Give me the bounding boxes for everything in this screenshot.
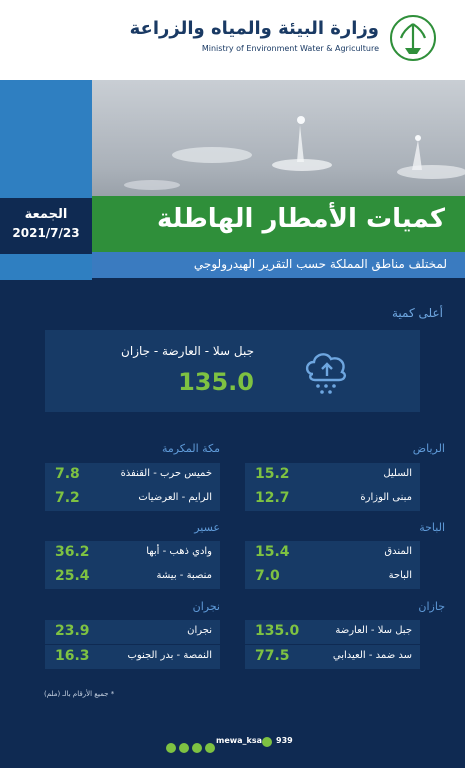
list-item <box>245 620 420 644</box>
list-item <box>245 487 420 511</box>
rain-value: 25.4 <box>55 568 90 584</box>
region-title-baha: الباحة <box>419 521 445 534</box>
top-amount-card <box>45 330 420 412</box>
units-footnote: * جميع الأرقام بالـ (ملم) <box>44 690 115 698</box>
hotline-number[interactable]: 939 <box>276 736 293 745</box>
station-name: المندق <box>384 546 412 557</box>
social-icons <box>166 737 218 756</box>
youtube-icon[interactable] <box>192 743 202 753</box>
station-name: سد ضمد - العيدابي <box>332 650 412 661</box>
ministry-name-arabic: وزارة البيئة والمياه والزراعة <box>129 18 379 39</box>
rain-value: 23.9 <box>55 623 90 639</box>
station-name: وادي ذهب - أبها <box>146 546 212 557</box>
list-item <box>45 620 220 644</box>
rain-value: 135.0 <box>255 623 300 639</box>
region-title-asir: عسير <box>194 521 220 534</box>
rain-value: 7.0 <box>255 568 280 584</box>
linkedin-icon[interactable] <box>179 743 189 753</box>
station-name: مبنى الوزارة <box>360 492 412 503</box>
station-name: النمصة - بدر الجنوب <box>127 650 212 661</box>
title-banner <box>92 196 465 252</box>
rain-value: 15.4 <box>255 544 290 560</box>
region-title-riyadh: الرياض <box>412 442 445 455</box>
main-panel <box>0 280 465 768</box>
region-title-najran: نجران <box>192 600 220 613</box>
date-label: 2021/7/23 <box>12 226 80 240</box>
rain-value: 12.7 <box>255 490 290 506</box>
list-item <box>245 565 420 589</box>
twitter-icon[interactable] <box>205 743 215 753</box>
list-item <box>245 645 420 669</box>
page-subtitle: لمختلف مناطق المملكة حسب التقرير الهيدرولوجي <box>193 257 447 271</box>
ministry-name-english: Ministry of Environment Water & Agriculture <box>201 44 379 53</box>
day-label: الجمعة <box>24 207 68 222</box>
station-name: السليل <box>383 468 412 479</box>
header <box>0 0 465 80</box>
list-item <box>245 463 420 487</box>
region-title-jazan: جازان <box>418 600 445 613</box>
instagram-icon[interactable] <box>166 743 176 753</box>
phone-icon <box>262 737 272 747</box>
list-item <box>45 463 220 487</box>
station-name: الرايم - العرضيات <box>138 492 212 503</box>
rain-cloud-icon <box>299 342 355 398</box>
rain-value: 7.2 <box>55 490 80 506</box>
top-value: 135.0 <box>178 368 254 396</box>
rain-value: 77.5 <box>255 648 290 664</box>
list-item <box>245 541 420 565</box>
date-box <box>0 198 92 254</box>
footer <box>0 732 465 752</box>
rain-value: 15.2 <box>255 466 290 482</box>
station-name: خميس حرب - القنفذة <box>120 468 212 479</box>
page-title: كميات الأمطار الهاطلة <box>156 204 445 234</box>
station-name: جبل سلا - العارضة <box>335 625 412 636</box>
region-title-makkah: مكة المكرمة <box>161 442 220 455</box>
station-name: منصبة - بيشة <box>156 570 212 581</box>
top-location: جبل سلا - العارضة - جازان <box>121 344 254 358</box>
list-item <box>45 541 220 565</box>
rain-value: 36.2 <box>55 544 90 560</box>
subtitle-bar <box>92 252 465 278</box>
list-item <box>45 487 220 511</box>
ministry-palm-logo-icon <box>389 14 437 62</box>
station-name: نجران <box>187 625 212 636</box>
rain-value: 7.8 <box>55 466 80 482</box>
social-handle[interactable]: mewa_ksa <box>216 736 263 745</box>
list-item <box>45 565 220 589</box>
top-amount-label: أعلى كمية <box>392 306 443 320</box>
rain-value: 16.3 <box>55 648 90 664</box>
list-item <box>45 645 220 669</box>
station-name: الباحة <box>388 570 412 581</box>
